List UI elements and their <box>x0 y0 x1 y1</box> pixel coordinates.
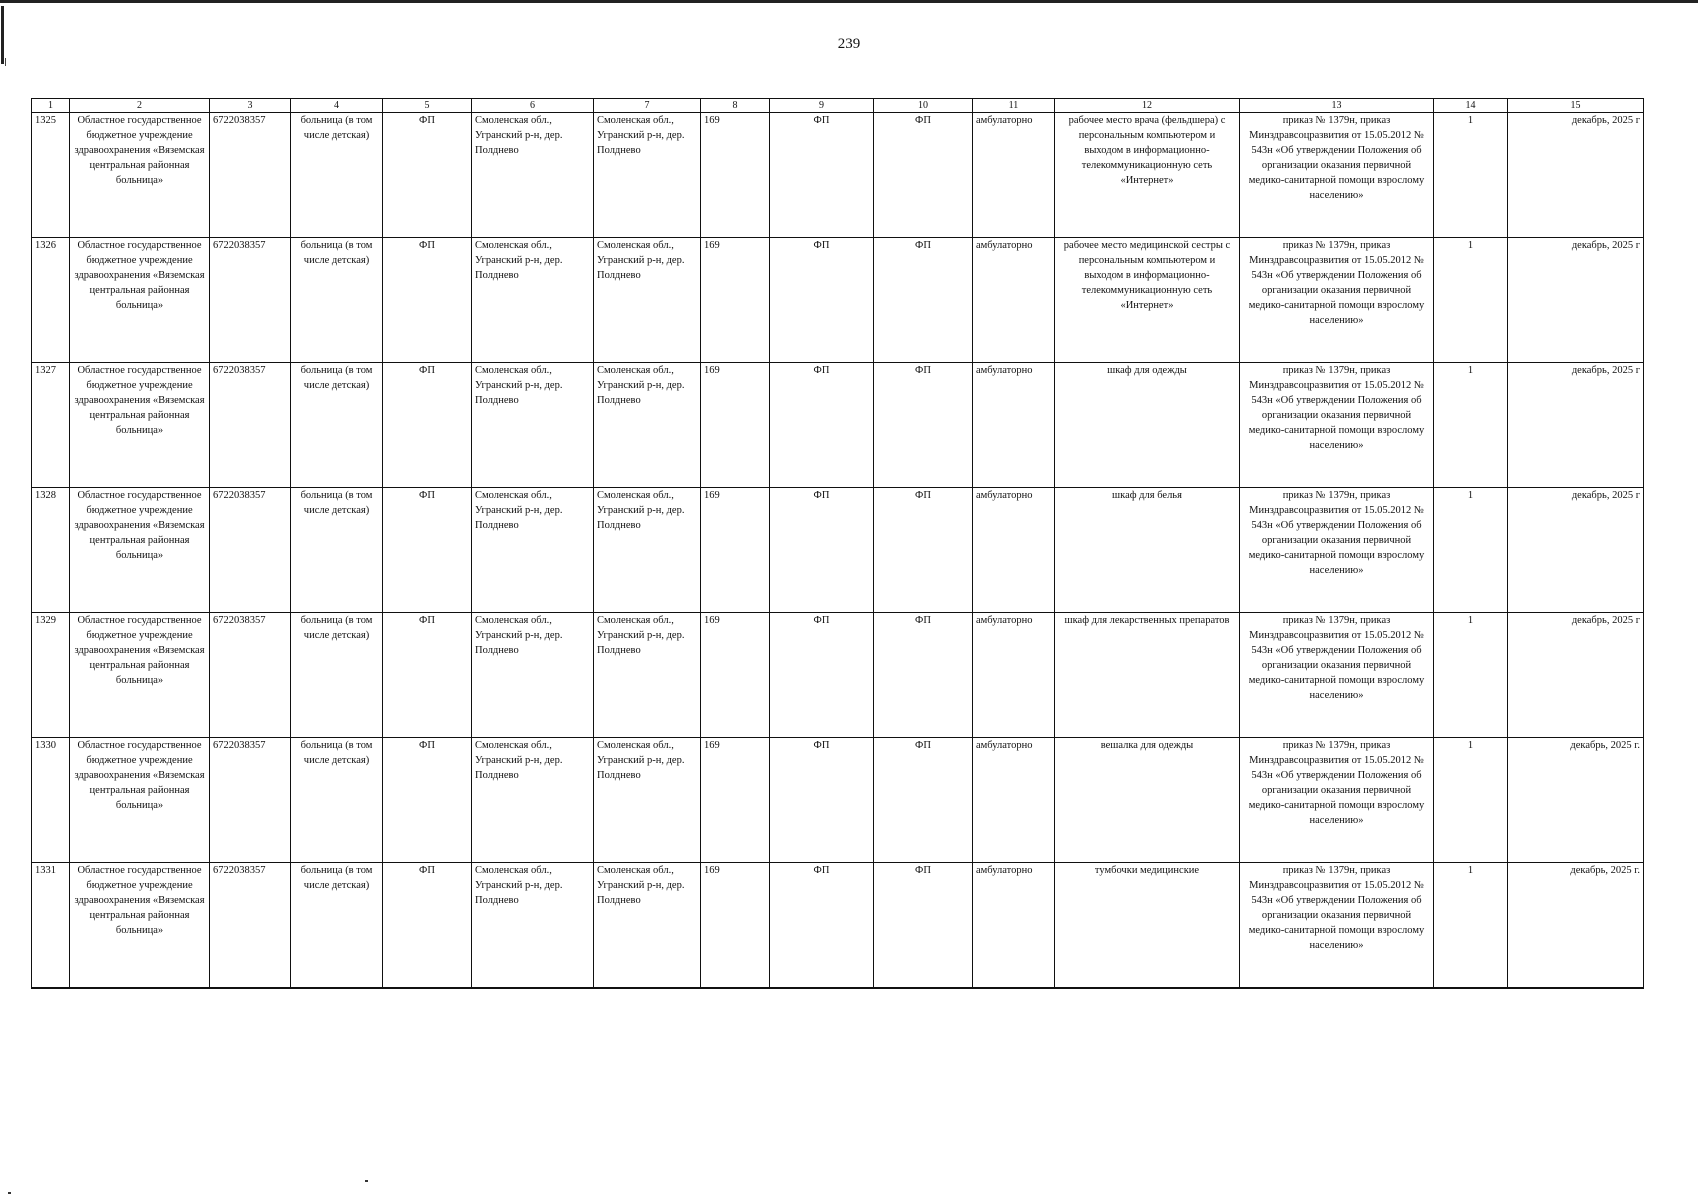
quantity-cell: 1 <box>1434 113 1508 238</box>
column-header: 4 <box>291 99 383 113</box>
address-cell: Смоленская обл., Угранский р-н, дер. Полднево <box>594 738 701 863</box>
unit-type: ФП <box>383 238 472 363</box>
left-edge-tick <box>5 58 6 66</box>
deadline-date: декабрь, 2025 г <box>1508 488 1644 613</box>
address-cell: Смоленская обл., Угранский р-н, дер. Полднево <box>472 863 594 989</box>
organization-name: Областное государственное бюджетное учреждение здравоохранения «Вяземская центральная районная больница» <box>70 738 210 863</box>
quantity-cell: 1 <box>1434 738 1508 863</box>
row-number: 1329 <box>32 613 70 738</box>
legal-basis: приказ № 1379н, приказ Минздравсоцразвития от 15.05.2012 № 543н «Об утверждении Положения об организации оказания первичной медико-санитарной помощи взрослому населению» <box>1240 488 1434 613</box>
address-cell: Смоленская обл., Угранский р-н, дер. Полднево <box>472 488 594 613</box>
quantity-cell: 1 <box>1434 363 1508 488</box>
quantity-cell: 1 <box>1434 488 1508 613</box>
unit-cell: ФП <box>874 238 973 363</box>
equipment-name: рабочее место врача (фельдшера) с персональным компьютером и выходом в информационно-телекоммуникационную сеть «Интернет» <box>1055 113 1240 238</box>
table-row <box>32 113 1644 238</box>
facility-type: больница (в том числе детская) <box>291 738 383 863</box>
quantity-cell: 1 <box>1434 613 1508 738</box>
care-mode: амбулаторно <box>973 613 1055 738</box>
code-cell: 169 <box>701 113 770 238</box>
facility-type: больница (в том числе детская) <box>291 113 383 238</box>
column-header: 10 <box>874 99 973 113</box>
row-number: 1325 <box>32 113 70 238</box>
code-cell: 169 <box>701 863 770 989</box>
unit-cell: ФП <box>770 363 874 488</box>
column-header: 8 <box>701 99 770 113</box>
quantity-cell: 1 <box>1434 238 1508 363</box>
equipment-name: тумбочки медицинские <box>1055 863 1240 989</box>
inn-code: 6722038357 <box>210 363 291 488</box>
care-mode: амбулаторно <box>973 488 1055 613</box>
organization-name: Областное государственное бюджетное учреждение здравоохранения «Вяземская центральная районная больница» <box>70 363 210 488</box>
legal-basis: приказ № 1379н, приказ Минздравсоцразвития от 15.05.2012 № 543н «Об утверждении Положения об организации оказания первичной медико-санитарной помощи взрослому населению» <box>1240 238 1434 363</box>
inn-code: 6722038357 <box>210 488 291 613</box>
address-cell: Смоленская обл., Угранский р-н, дер. Полднево <box>472 363 594 488</box>
page-number: 239 <box>837 36 861 52</box>
address-cell: Смоленская обл., Угранский р-н, дер. Полднево <box>594 613 701 738</box>
unit-cell: ФП <box>874 863 973 989</box>
facility-type: больница (в том числе детская) <box>291 488 383 613</box>
organization-name: Областное государственное бюджетное учреждение здравоохранения «Вяземская центральная районная больница» <box>70 488 210 613</box>
column-header: 3 <box>210 99 291 113</box>
unit-cell: ФП <box>874 613 973 738</box>
care-mode: амбулаторно <box>973 238 1055 363</box>
unit-cell: ФП <box>770 113 874 238</box>
address-cell: Смоленская обл., Угранский р-н, дер. Полднево <box>594 113 701 238</box>
column-header: 14 <box>1434 99 1508 113</box>
scan-speck <box>365 1180 368 1182</box>
equipment-name: шкаф для одежды <box>1055 363 1240 488</box>
row-number: 1331 <box>32 863 70 989</box>
address-cell: Смоленская обл., Угранский р-н, дер. Полднево <box>594 238 701 363</box>
unit-type: ФП <box>383 363 472 488</box>
equipment-name: рабочее место медицинской сестры с персональным компьютером и выходом в информационно-телекоммуникационную сеть «Интернет» <box>1055 238 1240 363</box>
header-row <box>32 99 1644 113</box>
care-mode: амбулаторно <box>973 113 1055 238</box>
unit-cell: ФП <box>770 488 874 613</box>
column-header: 2 <box>70 99 210 113</box>
code-cell: 169 <box>701 363 770 488</box>
address-cell: Смоленская обл., Угранский р-н, дер. Полднево <box>594 488 701 613</box>
deadline-date: декабрь, 2025 г <box>1508 363 1644 488</box>
row-number: 1328 <box>32 488 70 613</box>
deadline-date: декабрь, 2025 г <box>1508 113 1644 238</box>
deadline-date: декабрь, 2025 г. <box>1508 863 1644 989</box>
unit-cell: ФП <box>874 363 973 488</box>
table-row <box>32 488 1644 613</box>
legal-basis: приказ № 1379н, приказ Минздравсоцразвития от 15.05.2012 № 543н «Об утверждении Положения об организации оказания первичной медико-санитарной помощи взрослому населению» <box>1240 363 1434 488</box>
unit-type: ФП <box>383 113 472 238</box>
inn-code: 6722038357 <box>210 238 291 363</box>
table-body <box>32 113 1644 989</box>
address-cell: Смоленская обл., Угранский р-н, дер. Полднево <box>472 738 594 863</box>
unit-cell: ФП <box>770 738 874 863</box>
facility-type: больница (в том числе детская) <box>291 238 383 363</box>
facility-type: больница (в том числе детская) <box>291 863 383 989</box>
table-row <box>32 238 1644 363</box>
column-header: 11 <box>973 99 1055 113</box>
unit-type: ФП <box>383 863 472 989</box>
equipment-name: шкаф для белья <box>1055 488 1240 613</box>
column-header: 12 <box>1055 99 1240 113</box>
unit-type: ФП <box>383 488 472 613</box>
inn-code: 6722038357 <box>210 863 291 989</box>
inn-code: 6722038357 <box>210 613 291 738</box>
organization-name: Областное государственное бюджетное учреждение здравоохранения «Вяземская центральная районная больница» <box>70 238 210 363</box>
organization-name: Областное государственное бюджетное учреждение здравоохранения «Вяземская центральная районная больница» <box>70 613 210 738</box>
address-cell: Смоленская обл., Угранский р-н, дер. Полднево <box>472 238 594 363</box>
table-row <box>32 863 1644 989</box>
code-cell: 169 <box>701 238 770 363</box>
equipment-name: шкаф для лекарственных препаратов <box>1055 613 1240 738</box>
row-number: 1327 <box>32 363 70 488</box>
unit-type: ФП <box>383 613 472 738</box>
facility-type: больница (в том числе детская) <box>291 613 383 738</box>
unit-cell: ФП <box>770 613 874 738</box>
unit-cell: ФП <box>874 113 973 238</box>
deadline-date: декабрь, 2025 г <box>1508 613 1644 738</box>
scan-speck <box>8 1192 11 1194</box>
code-cell: 169 <box>701 488 770 613</box>
deadline-date: декабрь, 2025 г. <box>1508 738 1644 863</box>
facility-type: больница (в том числе детская) <box>291 363 383 488</box>
care-mode: амбулаторно <box>973 863 1055 989</box>
row-number: 1326 <box>32 238 70 363</box>
unit-cell: ФП <box>770 238 874 363</box>
column-header: 6 <box>472 99 594 113</box>
column-header: 5 <box>383 99 472 113</box>
table-row <box>32 738 1644 863</box>
address-cell: Смоленская обл., Угранский р-н, дер. Полднево <box>594 863 701 989</box>
deadline-date: декабрь, 2025 г <box>1508 238 1644 363</box>
column-header: 15 <box>1508 99 1644 113</box>
quantity-cell: 1 <box>1434 863 1508 989</box>
column-header: 7 <box>594 99 701 113</box>
legal-basis: приказ № 1379н, приказ Минздравсоцразвития от 15.05.2012 № 543н «Об утверждении Положения об организации оказания первичной медико-санитарной помощи взрослому населению» <box>1240 863 1434 989</box>
legal-basis: приказ № 1379н, приказ Минздравсоцразвития от 15.05.2012 № 543н «Об утверждении Положения об организации оказания первичной медико-санитарной помощи взрослому населению» <box>1240 613 1434 738</box>
organization-name: Областное государственное бюджетное учреждение здравоохранения «Вяземская центральная районная больница» <box>70 863 210 989</box>
table-row <box>32 363 1644 488</box>
equipment-name: вешалка для одежды <box>1055 738 1240 863</box>
legal-basis: приказ № 1379н, приказ Минздравсоцразвития от 15.05.2012 № 543н «Об утверждении Положения об организации оказания первичной медико-санитарной помощи взрослому населению» <box>1240 738 1434 863</box>
top-border-line <box>0 0 1698 3</box>
table-row <box>32 613 1644 738</box>
unit-cell: ФП <box>874 738 973 863</box>
inn-code: 6722038357 <box>210 113 291 238</box>
left-edge-mark <box>1 6 4 64</box>
care-mode: амбулаторно <box>973 738 1055 863</box>
column-header: 9 <box>770 99 874 113</box>
organization-name: Областное государственное бюджетное учреждение здравоохранения «Вяземская центральная районная больница» <box>70 113 210 238</box>
row-number: 1330 <box>32 738 70 863</box>
address-cell: Смоленская обл., Угранский р-н, дер. Полднево <box>472 113 594 238</box>
column-header: 13 <box>1240 99 1434 113</box>
care-mode: амбулаторно <box>973 363 1055 488</box>
legal-basis: приказ № 1379н, приказ Минздравсоцразвития от 15.05.2012 № 543н «Об утверждении Положения об организации оказания первичной медико-санитарной помощи взрослому населению» <box>1240 113 1434 238</box>
address-cell: Смоленская обл., Угранский р-н, дер. Полднево <box>594 363 701 488</box>
registry-table <box>31 98 1644 989</box>
unit-cell: ФП <box>770 863 874 989</box>
unit-cell: ФП <box>874 488 973 613</box>
code-cell: 169 <box>701 738 770 863</box>
inn-code: 6722038357 <box>210 738 291 863</box>
code-cell: 169 <box>701 613 770 738</box>
address-cell: Смоленская обл., Угранский р-н, дер. Полднево <box>472 613 594 738</box>
column-header: 1 <box>32 99 70 113</box>
unit-type: ФП <box>383 738 472 863</box>
